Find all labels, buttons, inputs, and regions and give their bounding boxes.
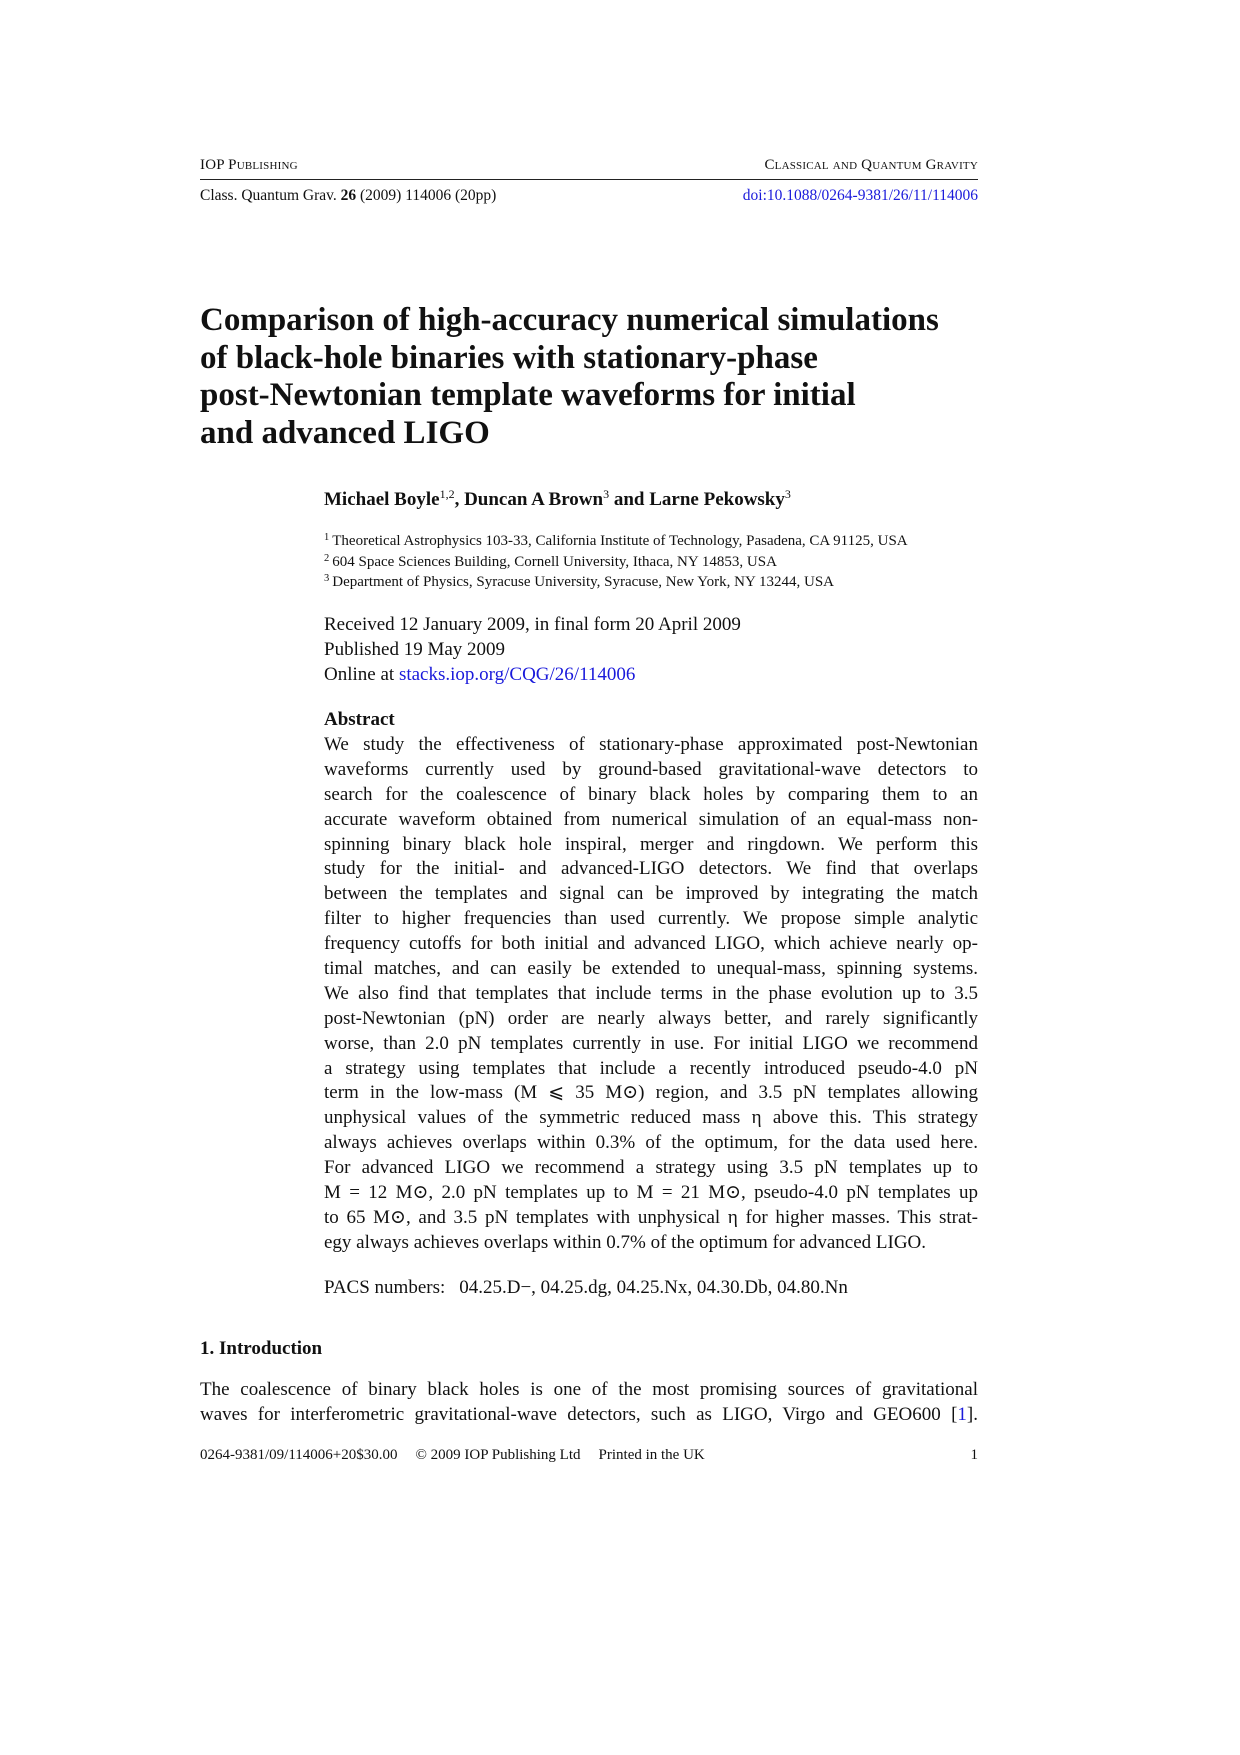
author-name: Duncan A Brown	[464, 489, 604, 510]
intro-line: The coalescence of binary black holes is one of the most promising sources of gravitational	[200, 1379, 978, 1400]
pacs-numbers	[324, 1277, 848, 1299]
published-date: Published 19 May 2009	[324, 639, 506, 660]
doi-link[interactable]: doi:10.1088/0264-9381/26/11/114006	[742, 187, 978, 204]
author-name: Larne Pekowsky	[649, 489, 785, 510]
abstract-line: post-Newtonian (pN) order are nearly always better, and rarely significantly	[324, 1007, 978, 1029]
abstract-line: filter to higher frequencies than used currently. We propose simple analytic	[324, 908, 978, 930]
abstract-line: For advanced LIGO we recommend a strategy using 3.5 pN templates up to	[324, 1157, 978, 1179]
paper-title	[200, 302, 980, 452]
affiliation-number: 1	[324, 532, 330, 543]
reference-link[interactable]: 1	[957, 1404, 967, 1425]
abstract-line: timal matches, and can easily be extended to unequal-mass, spinning systems.	[324, 958, 978, 980]
author-affiliation-mark: 3	[784, 487, 791, 501]
page-number: 1	[970, 1447, 978, 1463]
citation-volume: 26	[340, 187, 357, 204]
affiliation	[324, 572, 908, 593]
online-line	[324, 662, 741, 687]
intro-line-text: waves for interferometric gravitational-wave detectors, such as LIGO, Virgo and GEO600 [	[200, 1404, 958, 1425]
author-separator: ,	[454, 489, 465, 510]
abstract-line: worse, than 2.0 pN templates currently in use. For initial LIGO we recommend	[324, 1032, 978, 1054]
pacs-codes: 04.25.D−, 04.25.dg, 04.25.Nx, 04.30.Db, 04.80.Nn	[459, 1277, 848, 1298]
citation-details: (2009) 114006 (20pp)	[360, 187, 497, 204]
abstract-line: We study the effectiveness of stationary-phase approximated post-Newtonian	[324, 734, 978, 755]
affiliation-number: 3	[324, 573, 330, 584]
introduction-text	[200, 1377, 978, 1427]
abstract-heading: Abstract	[324, 709, 395, 730]
author-list	[324, 489, 791, 511]
publisher-name: IOP Publishing	[200, 157, 298, 173]
author-affiliation-mark: 3	[603, 487, 610, 501]
citation-prefix: Class. Quantum Grav.	[200, 187, 337, 204]
pacs-label: PACS numbers:	[324, 1277, 446, 1298]
title-line: post-Newtonian template waveforms for initial	[200, 377, 856, 413]
affiliation-text: Theoretical Astrophysics 103-33, California Institute of Technology, Pasadena, CA 91125, USA	[332, 533, 908, 549]
author-name: Michael Boyle	[324, 489, 440, 510]
title-line: of black-hole binaries with stationary-phase	[200, 339, 818, 376]
affiliation-text: Department of Physics, Syracuse University, Syracuse, New York, NY 13244, USA	[332, 574, 834, 590]
abstract-line: a strategy using templates that include a recently introduced pseudo-4.0 pN	[324, 1057, 978, 1079]
publication-dates	[324, 612, 741, 687]
printed-note: Printed in the UK	[598, 1447, 705, 1463]
abstract-line: egy always achieves overlaps within 0.7% of the optimum for advanced LIGO.	[324, 1231, 927, 1253]
footer-info	[200, 1447, 723, 1464]
affiliation	[324, 531, 908, 552]
section-heading: 1. Introduction	[200, 1338, 323, 1359]
author-affiliation-mark: 1,2	[439, 487, 455, 501]
title-line: Comparison of high-accuracy numerical simulations	[200, 302, 939, 338]
abstract-line: term in the low-mass (M ⩽ 35 M⊙) region, and 3.5 pN templates allowing	[324, 1082, 978, 1104]
abstract-line: unphysical values of the symmetric reduced mass η above this. This strategy	[324, 1107, 978, 1129]
abstract-line: study for the initial- and advanced-LIGO detectors. We find that overlaps	[324, 858, 978, 880]
article-code: 0264-9381/09/114006+20$30.00	[200, 1447, 398, 1463]
abstract-line: waveforms currently used by ground-based gravitational-wave detectors to	[324, 758, 978, 780]
journal-name: Classical and Quantum Gravity	[764, 157, 978, 173]
abstract-line: We also find that templates that include terms in the phase evolution up to 3.5	[324, 982, 978, 1004]
author-separator: and	[609, 489, 650, 510]
abstract-body	[324, 733, 978, 1256]
online-prefix: Online at	[324, 664, 399, 685]
intro-line-end: ].	[966, 1404, 978, 1425]
online-link[interactable]: stacks.iop.org/CQG/26/114006	[398, 664, 636, 685]
intro-line	[200, 1402, 978, 1427]
affiliation	[324, 552, 908, 573]
affiliation-list	[324, 531, 908, 593]
abstract-line: spinning binary black hole inspiral, merger and ringdown. We perform this	[324, 833, 978, 855]
affiliation-text: 604 Space Sciences Building, Cornell University, Ithaca, NY 14853, USA	[332, 553, 777, 570]
abstract-line: search for the coalescence of binary black holes by comparing them to an	[324, 783, 978, 805]
abstract-line: to 65 M⊙, and 3.5 pN templates with unphysical η for higher masses. This strat-	[324, 1206, 978, 1228]
affiliation-number: 2	[324, 552, 330, 564]
title-line: and advanced LIGO	[200, 414, 490, 451]
abstract-line: between the templates and signal can be improved by integrating the match	[324, 883, 978, 905]
copyright: © 2009 IOP Publishing Ltd	[415, 1447, 581, 1463]
received-date: Received 12 January 2009, in final form 20 April 2009	[324, 614, 741, 635]
abstract-line: accurate waveform obtained from numerical simulation of an equal-mass non-	[324, 808, 978, 830]
abstract-line: M = 12 M⊙, 2.0 pN templates up to M = 21 M⊙, pseudo-4.0 pN templates up	[324, 1182, 978, 1204]
abstract-line: always achieves overlaps within 0.3% of the optimum, for the data used here.	[324, 1132, 978, 1154]
citation	[200, 187, 496, 205]
running-head	[200, 155, 978, 180]
abstract-line: frequency cutoffs for both initial and advanced LIGO, which achieve nearly op-	[324, 933, 978, 955]
